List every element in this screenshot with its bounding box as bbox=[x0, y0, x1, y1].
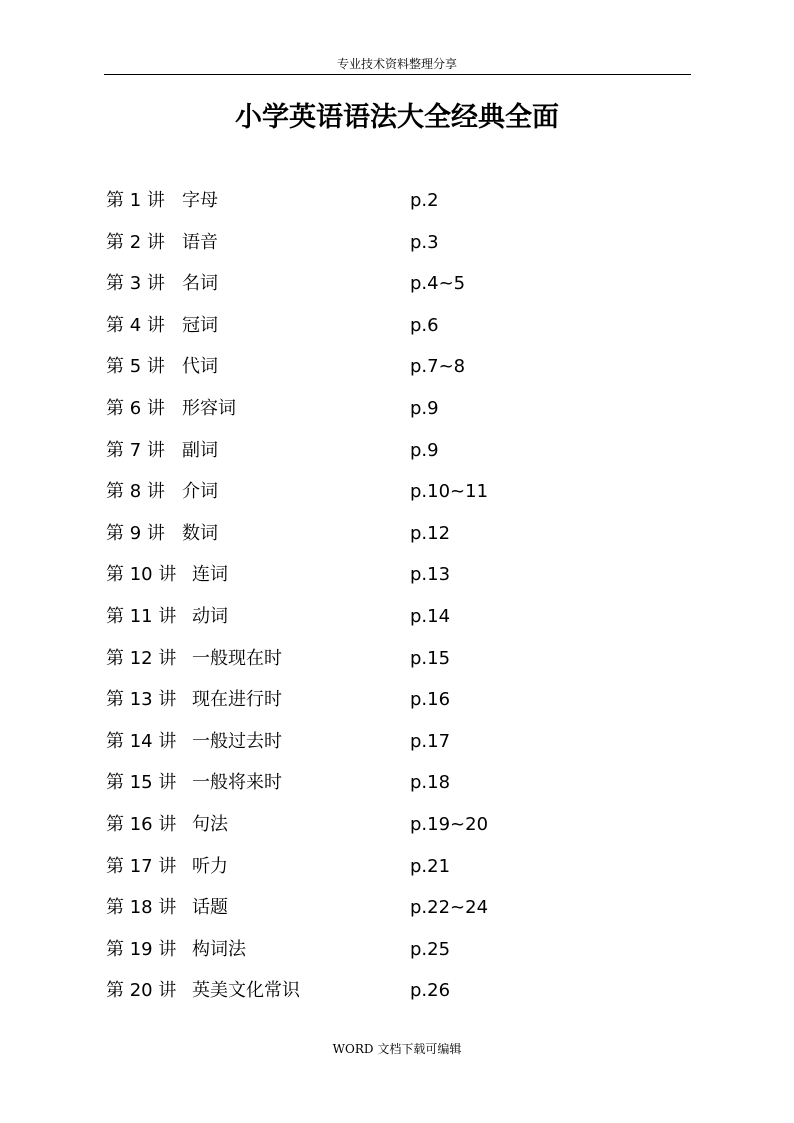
toc-row bbox=[106, 804, 626, 846]
toc-row bbox=[106, 554, 626, 596]
toc-lecture: 第 12 讲 bbox=[106, 647, 177, 669]
toc-lecture: 第 3 讲 bbox=[106, 273, 165, 295]
toc-lecture: 第 1 讲 bbox=[106, 190, 165, 211]
toc-topic: 形容词 bbox=[182, 397, 236, 419]
toc-row bbox=[106, 721, 626, 763]
toc-row bbox=[106, 263, 626, 305]
toc-page: p.13 bbox=[410, 564, 451, 586]
toc-topic: 现在进行时 bbox=[192, 689, 282, 711]
toc-topic: 连词 bbox=[192, 564, 228, 586]
toc-row bbox=[106, 679, 626, 721]
toc-row bbox=[106, 346, 626, 388]
toc-topic: 英美文化常识 bbox=[192, 980, 300, 1002]
toc-lecture: 第 20 讲 bbox=[106, 980, 177, 1002]
toc-page: p.19~20 bbox=[410, 813, 489, 835]
toc-row bbox=[106, 638, 626, 680]
toc-topic: 数词 bbox=[182, 522, 218, 544]
toc-row bbox=[106, 222, 626, 264]
toc-page: p.17 bbox=[410, 730, 451, 752]
toc-topic: 一般过去时 bbox=[192, 730, 282, 752]
toc-page: p.21 bbox=[410, 855, 451, 877]
toc-page: p.2 bbox=[410, 190, 439, 211]
toc-lecture: 第 7 讲 bbox=[106, 439, 165, 461]
toc-row bbox=[106, 430, 626, 472]
toc-topic: 冠词 bbox=[182, 314, 218, 336]
toc-topic: 话题 bbox=[192, 897, 228, 919]
toc-page: p.16 bbox=[410, 689, 451, 711]
toc-row bbox=[106, 846, 626, 888]
toc-page: p.25 bbox=[410, 938, 451, 960]
toc-lecture: 第 17 讲 bbox=[106, 855, 177, 877]
toc-topic: 句法 bbox=[192, 813, 228, 835]
toc-page: p.15 bbox=[410, 647, 451, 669]
toc-lecture: 第 19 讲 bbox=[106, 938, 177, 960]
toc-lecture: 第 2 讲 bbox=[106, 231, 165, 253]
document-title: 小学英语语法大全经典全面 bbox=[235, 102, 559, 133]
toc-lecture: 第 8 讲 bbox=[106, 481, 165, 503]
toc-topic: 字母 bbox=[182, 190, 218, 211]
toc-topic: 一般将来时 bbox=[192, 772, 282, 794]
toc-page: p.18 bbox=[410, 772, 451, 794]
toc-topic: 代词 bbox=[182, 356, 218, 378]
toc-lecture: 第 10 讲 bbox=[106, 564, 177, 586]
toc-lecture: 第 4 讲 bbox=[106, 314, 165, 336]
toc-row bbox=[106, 388, 626, 430]
toc-page: p.9 bbox=[410, 439, 439, 461]
toc-topic: 构词法 bbox=[192, 938, 246, 960]
toc-row bbox=[106, 887, 626, 929]
toc-page: p.12 bbox=[410, 522, 451, 544]
toc-lecture: 第 5 讲 bbox=[106, 356, 165, 378]
toc-row bbox=[106, 762, 626, 804]
header-text: 专业技术资料整理分享 bbox=[336, 57, 457, 71]
toc-row bbox=[106, 929, 626, 971]
toc-page: p.26 bbox=[410, 980, 451, 1002]
toc-page: p.10~11 bbox=[410, 481, 489, 503]
toc-page: p.14 bbox=[410, 605, 451, 627]
toc-page: p.6 bbox=[410, 314, 439, 336]
toc-row bbox=[106, 596, 626, 638]
toc-lecture: 第 9 讲 bbox=[106, 522, 165, 544]
toc-lecture: 第 11 讲 bbox=[106, 605, 177, 627]
toc-lecture: 第 14 讲 bbox=[106, 730, 177, 752]
toc-lecture: 第 16 讲 bbox=[106, 813, 177, 835]
table-of-contents bbox=[106, 180, 626, 1012]
toc-topic: 副词 bbox=[182, 439, 218, 461]
toc-topic: 介词 bbox=[182, 481, 218, 503]
toc-row bbox=[106, 471, 626, 513]
toc-page: p.3 bbox=[410, 231, 439, 253]
toc-lecture: 第 15 讲 bbox=[106, 772, 177, 794]
toc-row bbox=[106, 180, 626, 222]
toc-topic: 名词 bbox=[182, 273, 218, 295]
toc-page: p.22~24 bbox=[410, 897, 489, 919]
toc-row bbox=[106, 513, 626, 555]
page-footer: WORD 文档下载可编辑 bbox=[332, 1042, 462, 1056]
toc-lecture: 第 18 讲 bbox=[106, 897, 177, 919]
toc-topic: 动词 bbox=[192, 605, 228, 627]
toc-page: p.7~8 bbox=[410, 356, 466, 378]
toc-lecture: 第 13 讲 bbox=[106, 689, 177, 711]
toc-topic: 听力 bbox=[192, 855, 228, 877]
header-divider bbox=[104, 74, 691, 75]
toc-topic: 一般现在时 bbox=[192, 647, 282, 669]
toc-page: p.4~5 bbox=[410, 273, 466, 295]
toc-row bbox=[106, 970, 626, 1012]
toc-row bbox=[106, 305, 626, 347]
toc-page: p.9 bbox=[410, 397, 439, 419]
toc-topic: 语音 bbox=[182, 231, 218, 253]
toc-lecture: 第 6 讲 bbox=[106, 397, 165, 419]
